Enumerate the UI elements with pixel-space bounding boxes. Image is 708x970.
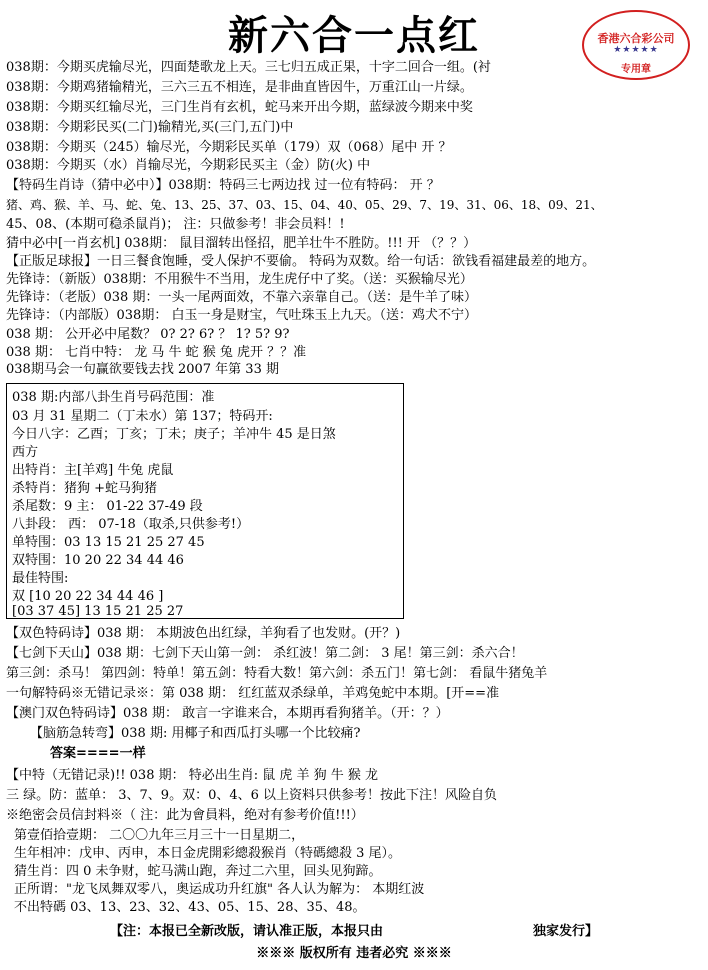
box-line: 双 [10 20 22 34 44 46 ] — [12, 589, 164, 604]
text-line: 先锋诗：（老版）038 期：一头一尾两面效，不靠六亲靠自己。（送：是牛羊了味） — [6, 290, 477, 305]
text-line: 038 期： 七肖中特： 龙 马 牛 蛇 猴 兔 虎开 ？？准 — [6, 345, 307, 360]
answer-line: 答案====一样 — [50, 746, 146, 761]
box-line: [03 37 45] 13 15 21 25 27 — [12, 604, 184, 619]
text-line: ※绝密会员信封料※（ 注：此为會員料，绝对有参考价值!!!） — [6, 808, 364, 823]
box-line: 出特肖：主[羊鸡] 牛兔 虎鼠 — [12, 463, 174, 478]
text-line: 038期：今期买（水）肖输尽光，今期彩民买主（金）防(火) 中 — [6, 158, 371, 173]
text-line: 038期：今期买虎输尽光，四面楚歌龙上天。三七归五成正果，十字二回合一组。(衬 — [6, 60, 491, 75]
company-seal — [582, 10, 690, 80]
text-line: 038期：今期鸡猪输精光，三六三五不相连，是非曲直皆因牛，万重江山一片绿。 — [6, 80, 473, 95]
text-line: 038期：今期买（245）输尽光，今期彩民买单（179）双（068）尾中 开 ？ — [6, 140, 452, 155]
box-line: 双特围：10 20 22 34 44 46 — [12, 553, 184, 568]
seal-text-bottom: 专用章 — [621, 64, 651, 75]
prediction-box — [6, 383, 404, 619]
text-line: 【双色特码诗】038 期： 本期波色出红绿，羊狗看了也发财。(开？) — [6, 626, 401, 641]
box-line: 最佳特围: — [12, 571, 69, 586]
box-line: 今日八字：乙酉；丁亥；丁未；庚子；羊冲牛 45 是日煞 — [12, 427, 336, 442]
text-line: 038期：今期买红输尽光，三门生肖有玄机，蛇马来开出今期，蓝绿波今期来中奖 — [6, 100, 473, 115]
text-line: 一句解特码※无错记录※：第 038 期： 红红蓝双杀绿单，羊鸡兔蛇中本期。[开==准 — [6, 686, 500, 701]
box-line: 单特围：03 13 15 21 25 27 45 — [12, 535, 205, 550]
text-line: 第壹佰拾壹期： 二〇〇九年三月三十一日星期二， — [14, 828, 305, 843]
box-line: 杀特肖：猪狗 +蛇马狗猪 — [12, 481, 158, 496]
text-line: 猪、鸡、猴、羊、马、蛇、兔、13、25、37、03、15、04、40、05、29、7、19、31、06、18、09、21、 — [6, 198, 603, 212]
seal-stars: ★★★★★ — [613, 45, 659, 55]
text-line: 猜中必中[一肖玄机] 038期： 鼠目溜转出怪招，肥羊壮牛不胜防。!!! 开 （？？） — [6, 236, 477, 251]
seal-text-top: 香港六合彩公司 — [597, 32, 675, 45]
text-line: 【中特（无错记录)!! 038 期： 特必出生肖: 鼠 虎 羊 狗 牛 猴 龙 — [6, 768, 379, 783]
text-line: 【特码生肖诗（猜中必中）】038期：特码三七两边找 过一位有特码： 开 ？ — [6, 178, 440, 193]
text-line: 【正版足球报】一日三餐食饱睡，受人保护不要偷。 特码为双数。给一句话：欲钱看福建最差的地方。 — [6, 254, 596, 269]
text-line: 猜生肖：四 0 未争财，蛇马满山跑，奔过二六里，回头见狗蹄。 — [14, 864, 382, 879]
text-line: 三 绿。防：蓝单： 3、7、9。双：0、4、6 以上资料只供参考！按此下注！风险自负 — [6, 788, 498, 803]
text-line: 【七剑下天山】038 期：七剑下天山第一剑： 杀红波！第二剑： 3 尾！第三剑：杀六合！ — [6, 646, 524, 661]
text-line: 45、08、(本期可稳杀鼠肖)； 注：只做参考！非会员料！! — [6, 217, 345, 232]
box-line: 西方 — [12, 445, 39, 460]
footer-copyright: ※※※ 版权所有 违者必究 ※※※ — [256, 946, 452, 961]
text-line: 038 期： 公开必中尾数？ 0? 2? 6? ？ 1? 5? 9? — [6, 327, 290, 342]
box-line: 038 期:内部八卦生肖号码范围：准 — [12, 390, 215, 405]
box-line: 八卦段： 西： 07-18（取杀,只供参考!） — [12, 517, 250, 532]
text-line: 不出特碼 03、13、23、32、43、05、15、28、35、48。 — [14, 900, 366, 915]
text-line: 038期：今期彩民买(二门)输精光,买(三门,五门)中 — [6, 120, 294, 135]
box-line: 杀尾数：9 主： 01-22 37-49 段 — [12, 499, 203, 514]
text-line: 生年相冲：戊申、丙申，本日金虎開彩總殺猴肖（特碼總殺 3 尾）。 — [14, 846, 402, 861]
footer-notice — [0, 920, 708, 939]
box-line: 03 月 31 星期二（丁未水）第 137；特码开: — [12, 409, 273, 424]
text-line: 正所谓："龙飞凤舞双零八，奥运成功升红旗" 各人认为解为： 本期红波 — [14, 882, 425, 897]
text-line: 038期马会一句赢欲要钱去找 2007 年第 33 期 — [6, 362, 279, 377]
text-line: 【澳门双色特码诗】038 期： 敢言一字谁来合，本期再看狗猪羊。（开：？） — [6, 706, 449, 721]
text-line: 第三剑：杀马！ 第四剑：特单！第五剑：特看大数！第六剑：杀五门！第七剑： 看鼠牛猪兔羊 — [6, 666, 548, 681]
footer-notice-left: 【注：本报已全新改版，请认准正版，本报只由 — [109, 924, 383, 939]
text-line: 【脑筋急转弯】038 期: 用椰子和西瓜打头哪一个比较痛? — [30, 726, 361, 741]
text-line: 先锋诗：（内部版）038期： 白玉一身是财宝，气吐珠玉上九天。（送：鸡犬不宁） — [6, 308, 477, 323]
page-title: 新六合一点红 — [228, 12, 480, 59]
text-line: 先锋诗：（新版）038期：不用猴牛不当用，龙生虎仔中了奖。（送：买猴输尽光） — [6, 272, 473, 287]
footer-notice-right: 独家发行】 — [533, 924, 599, 939]
